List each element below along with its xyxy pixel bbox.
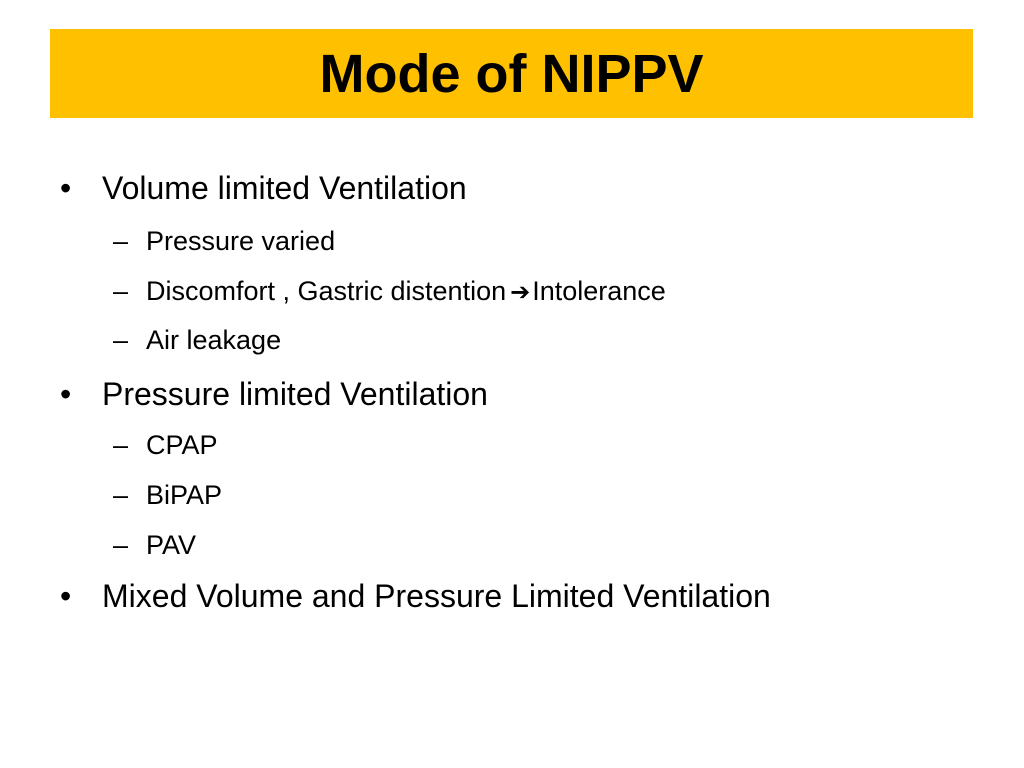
slide-title: Mode of NIPPV [319,43,704,104]
dash-marker: – [113,530,129,560]
sub-bullet-text: Air leakage [146,325,282,355]
bullet-text: Volume limited Ventilation [102,170,467,206]
sub-bullet-text-before: Discomfort , Gastric distention [146,276,507,306]
dash-marker: – [113,430,129,460]
dash-marker: – [113,325,129,355]
bullet-marker: • [60,376,72,412]
sub-bullet-text-after: Intolerance [532,276,666,306]
bullet-marker: • [60,170,72,206]
sub-bullet-text-with-arrow [146,275,666,308]
dash-marker: – [113,480,129,510]
sub-bullet-text: Pressure varied [146,226,336,256]
dash-marker: – [113,276,129,306]
sub-bullet-text: PAV [146,530,197,560]
bullet-text: Mixed Volume and Pressure Limited Ventilation [102,578,771,614]
right-arrow-icon: ➔ [510,278,531,306]
sub-bullet-text: CPAP [146,430,218,460]
bullet-marker: • [60,578,72,614]
bullet-text: Pressure limited Ventilation [102,376,488,412]
sub-bullet-text: BiPAP [146,480,223,510]
dash-marker: – [113,226,129,256]
